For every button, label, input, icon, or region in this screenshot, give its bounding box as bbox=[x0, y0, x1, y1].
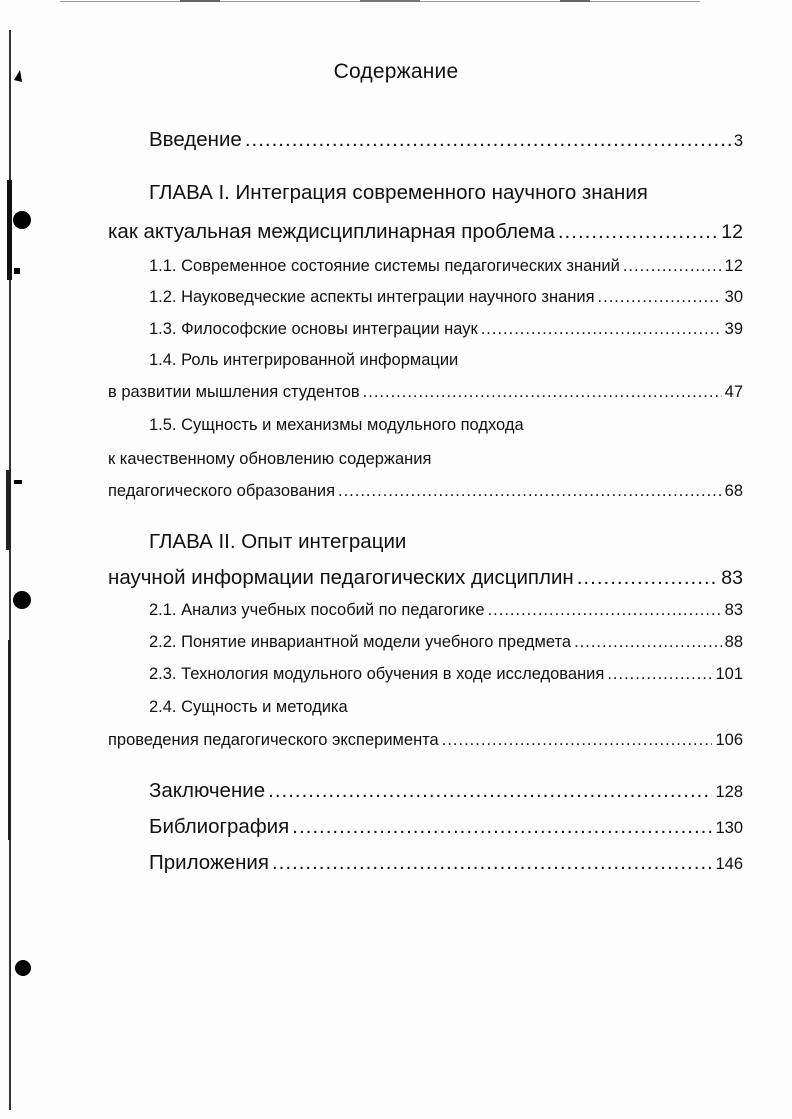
toc-page: 101 bbox=[715, 665, 743, 683]
toc-entry-conclusion bbox=[149, 779, 743, 803]
toc-label: Библиография bbox=[149, 815, 290, 838]
toc-label: 1.1. Современное состояние системы педагогических знаний bbox=[149, 257, 620, 275]
toc-label: 2.3. Технология модульного обучения в ходе исследования bbox=[149, 665, 605, 683]
leader-dots bbox=[245, 128, 731, 152]
chapter-1-title-line1: ГЛАВА I. Интеграция современного научного знания bbox=[149, 181, 648, 204]
toc-page: 88 bbox=[724, 633, 743, 651]
leader-dots bbox=[338, 482, 722, 501]
scan-top-artifacts bbox=[60, 0, 700, 6]
toc-label: проведения педагогического эксперимента bbox=[108, 731, 439, 749]
toc-page: 106 bbox=[715, 731, 743, 749]
toc-label: 2.2. Понятие инвариантной модели учебного предмета bbox=[149, 633, 572, 651]
toc-entry-1-5 bbox=[108, 482, 743, 501]
toc-label: 1.3. Философские основы интеграции наук bbox=[149, 320, 478, 338]
toc-page: 30 bbox=[724, 288, 743, 306]
toc-entry-1-1 bbox=[149, 257, 743, 276]
toc-label: педагогического образования bbox=[108, 482, 336, 500]
toc-page: 83 bbox=[724, 601, 743, 619]
toc-page: 83 bbox=[721, 567, 743, 589]
toc-entry-1-4 bbox=[108, 383, 743, 402]
toc-entry-appendices bbox=[149, 851, 743, 875]
leader-dots bbox=[558, 220, 718, 244]
leader-dots bbox=[292, 815, 712, 839]
toc-label: Введение bbox=[149, 128, 242, 151]
toc-label: 2.1. Анализ учебных пособий по педагогике bbox=[149, 601, 485, 619]
toc-page: 39 bbox=[724, 320, 743, 338]
leader-dots bbox=[577, 566, 719, 590]
leader-dots bbox=[598, 288, 722, 307]
toc-entry-1-5-line2: к качественному обновлению содержания bbox=[108, 450, 432, 468]
toc-page: 3 bbox=[733, 132, 743, 150]
toc-entry-bibliography bbox=[149, 815, 743, 839]
toc-page: 47 bbox=[724, 383, 743, 401]
leader-dots bbox=[574, 633, 722, 652]
page-title: Содержание bbox=[333, 60, 459, 83]
toc-entry-intro bbox=[149, 128, 743, 152]
toc-entry-2-4 bbox=[108, 731, 743, 750]
toc-page: 68 bbox=[724, 482, 743, 500]
leader-dots bbox=[363, 383, 722, 402]
leader-dots bbox=[272, 851, 713, 875]
leader-dots bbox=[481, 320, 722, 339]
toc-page: 146 bbox=[715, 855, 743, 873]
toc-entry-1-4-line1: 1.4. Роль интегрированной информации bbox=[149, 351, 459, 369]
toc-entry-2-3 bbox=[149, 665, 743, 684]
toc-entry-2-4-line1: 2.4. Сущность и методика bbox=[149, 698, 348, 716]
toc-entry-chapter-1 bbox=[108, 220, 743, 244]
toc-page: 12 bbox=[721, 221, 743, 243]
scan-edge-artifacts bbox=[0, 0, 40, 1119]
toc-page: 128 bbox=[715, 783, 743, 801]
chapter-1-title-line2: как актуальная междисциплинарная проблема bbox=[108, 220, 555, 243]
toc-label: Приложения bbox=[149, 851, 269, 874]
chapter-2-title-line2: научной информации педагогических дисциплин bbox=[108, 566, 574, 589]
toc-entry-2-1 bbox=[149, 601, 743, 620]
leader-dots bbox=[623, 257, 722, 276]
toc-label: 1.2. Науковедческие аспекты интеграции научного знания bbox=[149, 288, 595, 306]
leader-dots bbox=[607, 665, 712, 684]
toc-entry-1-3 bbox=[149, 320, 743, 339]
toc-entry-1-5-line1: 1.5. Сущность и механизмы модульного подхода bbox=[149, 416, 524, 434]
leader-dots bbox=[268, 779, 712, 803]
toc-page: 12 bbox=[724, 257, 743, 275]
toc-entry-2-2 bbox=[149, 633, 743, 652]
leader-dots bbox=[488, 601, 722, 620]
toc-entry-chapter-2 bbox=[108, 566, 743, 590]
toc-page: 130 bbox=[715, 819, 743, 837]
leader-dots bbox=[442, 731, 713, 750]
toc-entry-1-2 bbox=[149, 288, 743, 307]
chapter-2-title-line1: ГЛАВА II. Опыт интеграции bbox=[149, 530, 407, 553]
toc-label: в развитии мышления студентов bbox=[108, 383, 360, 401]
toc-label: Заключение bbox=[149, 779, 266, 802]
